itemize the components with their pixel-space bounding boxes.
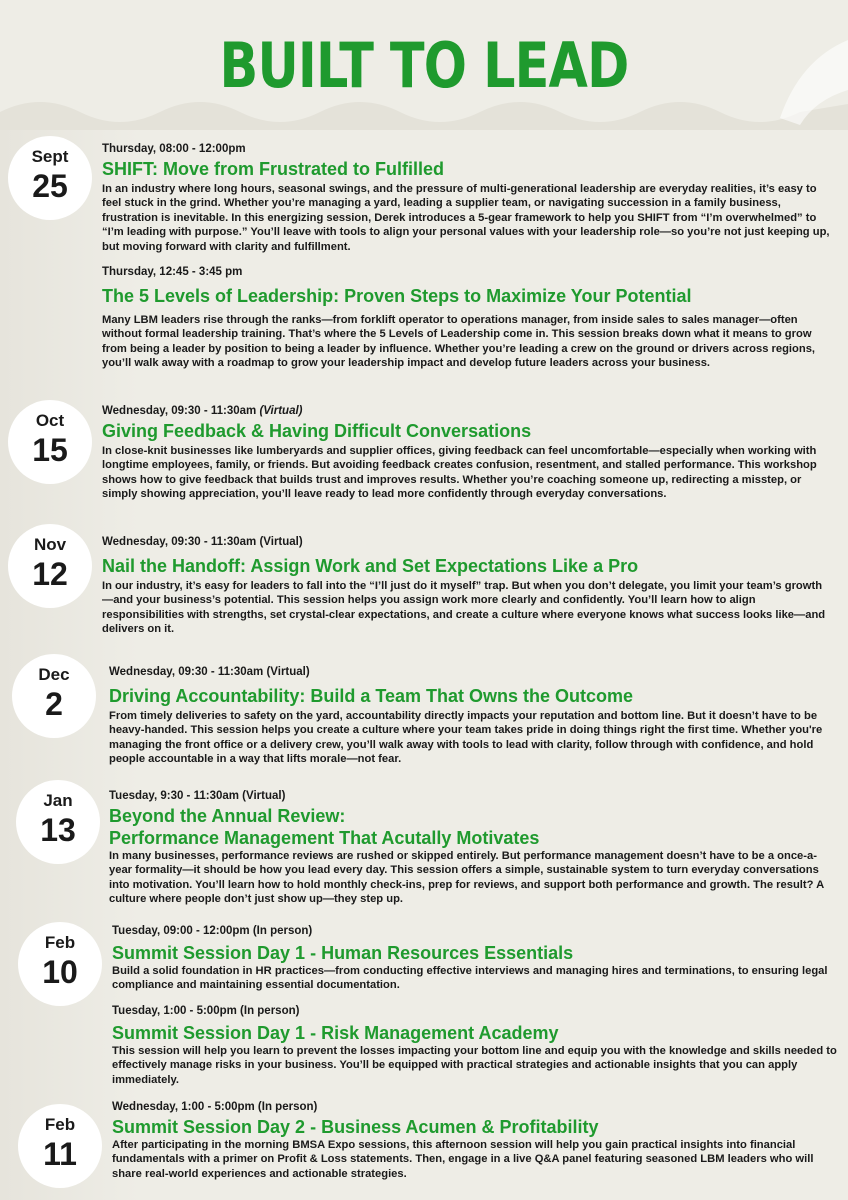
date-badge-feb-11 xyxy=(18,1104,102,1188)
session-time-note: (Virtual) xyxy=(259,405,303,417)
session-description: Build a solid foundation in HR practices—from conducting effective interviews and managing hires and terminations, to ensuring legal compliance and maintaining essential documentation. xyxy=(112,965,828,992)
session-description: After participating in the morning BMSA Expo sessions, this afternoon session will help you gain practical insights into financial fundamentals with a primer on Profit & Loss statements. Then, engage in a live Q&A panel featuring seasoned LBM leaders who will share real-world experiences and actionable strategies. xyxy=(112,1139,814,1180)
session-hr-essentials xyxy=(112,924,842,993)
session-accountability xyxy=(109,665,839,767)
date-day: 13 xyxy=(40,812,76,848)
session-description: Many LBM leaders rise through the ranks—from forklift operator to operations manager, from inside sales to sales manager—often without formal leadership training. That’s where the 5 Levels of Leadership come in. This session breaks down what it means to grow from being a leader by position to being a leader by influence. Whether you’re leading a crew on the ground or drivers across regions, you’ll walk away with a roadmap to grow your leadership impact and develop future leaders across your business. xyxy=(102,314,816,370)
date-badge-feb-10 xyxy=(18,922,102,1006)
session-business-acumen xyxy=(112,1100,842,1181)
session-description: In many businesses, performance reviews are rushed or skipped entirely. But performance management doesn’t have to be a once-a-year formality—it should be how you lead every day. This session offers a simple, sustainable system to turn everyday conversations into motivation. You’ll learn how to hold monthly check-ins, prep for reviews, and support both performance and growth. The result? A culture where people don’t just show up—they step up. xyxy=(109,850,824,906)
page-title: BUILT TO LEAD xyxy=(219,29,629,102)
session-time: Tuesday, 9:30 - 11:30am (Virtual) xyxy=(109,790,286,802)
session-description: This session will help you learn to prevent the losses impacting your bottom line and equip you with the knowledge and skills needed to effectively manage risks in your business. You’ll be equipped with practical strategies and actionable insights that you can apply immediately. xyxy=(112,1045,837,1086)
session-time: Tuesday, 09:00 - 12:00pm (In person) xyxy=(112,925,313,937)
session-shift xyxy=(102,142,832,254)
date-day: 25 xyxy=(32,168,68,204)
session-title-line-2: Performance Management That Acutally Motivates xyxy=(109,828,540,848)
date-month: Dec xyxy=(38,665,70,684)
session-title: The 5 Levels of Leadership: Proven Steps to Maximize Your Potential xyxy=(102,286,692,306)
session-performance xyxy=(109,789,839,907)
date-day: 11 xyxy=(43,1136,77,1172)
date-badge-sept-25 xyxy=(8,136,92,220)
session-time: Wednesday, 09:30 - 11:30am (Virtual) xyxy=(102,536,303,548)
session-description: In our industry, it’s easy for leaders to fall into the “I’ll just do it myself” trap. But when you don’t delegate, you limit your team’s growth—and your business’s potential. This session helps you assign work more clearly and confidently. You’ll learn how to align responsibilities with strengths, set crystal-clear expectations, and create a culture where everyone knows what success looks like—and delivers on it. xyxy=(102,580,826,636)
date-badge-nov-12 xyxy=(8,524,92,608)
date-day: 15 xyxy=(32,432,68,468)
session-time: Thursday, 08:00 - 12:00pm xyxy=(102,143,246,155)
date-month: Feb xyxy=(44,1115,76,1134)
session-5-levels xyxy=(102,265,832,371)
session-time-text: Wednesday, 09:30 - 11:30am xyxy=(102,405,260,417)
session-time: Wednesday, 09:30 - 11:30am (Virtual) xyxy=(109,666,310,678)
session-time: Thursday, 12:45 - 3:45 pm xyxy=(102,266,243,278)
session-title: Summit Session Day 2 - Business Acumen & Profitability xyxy=(112,1117,599,1137)
date-month: Jan xyxy=(43,791,73,810)
date-month: Oct xyxy=(35,411,65,430)
date-badge-oct-15 xyxy=(8,400,92,484)
session-title: Driving Accountability: Build a Team That Owns the Outcome xyxy=(109,686,634,706)
session-title: Nail the Handoff: Assign Work and Set Expectations Like a Pro xyxy=(102,556,639,576)
date-day: 12 xyxy=(32,556,68,592)
session-title: SHIFT: Move from Frustrated to Fulfilled xyxy=(102,159,445,179)
session-handoff xyxy=(102,535,832,637)
session-title: Summit Session Day 1 - Human Resources Essentials xyxy=(112,943,574,963)
session-title: Summit Session Day 1 - Risk Management Academy xyxy=(112,1023,559,1043)
session-time: Tuesday, 1:00 - 5:00pm (In person) xyxy=(112,1005,300,1017)
date-day: 10 xyxy=(42,954,78,990)
date-month: Nov xyxy=(33,535,67,554)
date-day: 2 xyxy=(45,686,63,722)
session-title: Giving Feedback & Having Difficult Conversations xyxy=(102,421,532,441)
session-risk-management xyxy=(112,1004,842,1087)
date-month: Sept xyxy=(31,147,69,166)
date-badge-dec-2 xyxy=(12,654,96,738)
session-description: From timely deliveries to safety on the yard, accountability directly impacts your reputation and bottom line. But it doesn’t have to be heavy-handed. This session helps you create a culture where your team takes pride in doing things right the first time. Whether you're managing the front office or a delivery crew, you’ll walk away with tools to lead with clarity, follow through with confidence, and hold people accountable in a way that lifts morale—not fear. xyxy=(109,710,823,766)
session-description: In an industry where long hours, seasonal swings, and the pressure of multi-generational leadership are everyday realities, it’s easy to feel stuck in the grind. Whether you’re managing a yard, leading a supplier team, or navigating succession in a family business, frustration is inevitable. In this energizing session, Derek introduces a 5-gear framework to help you SHIFT from “I’m overwhelmed” to “I’m leading with purpose.” You’ll leave with tools to align your personal values with your leadership role—so you’re not just keeping up, but moving forward with clarity and fulfillment. xyxy=(102,183,830,253)
date-month: Feb xyxy=(44,933,76,952)
session-description: In close-knit businesses like lumberyards and supplier offices, giving feedback can feel uncomfortable—especially when working with longtime employees, family, or friends. But avoiding feedback creates confusion, resentment, and stalled performance. This workshop shows how to give feedback that builds trust and improves results. Whether you’re coaching someone up, redirecting a misstep, or simply showing appreciation, you’ll leave ready to lead more confidently through everyday conversations. xyxy=(102,445,817,501)
date-badge-jan-13 xyxy=(16,780,100,864)
session-title: Beyond the Annual Review: xyxy=(109,806,346,826)
session-time xyxy=(102,404,832,418)
session-feedback xyxy=(102,404,832,502)
session-time: Wednesday, 1:00 - 5:00pm (In person) xyxy=(112,1101,318,1113)
